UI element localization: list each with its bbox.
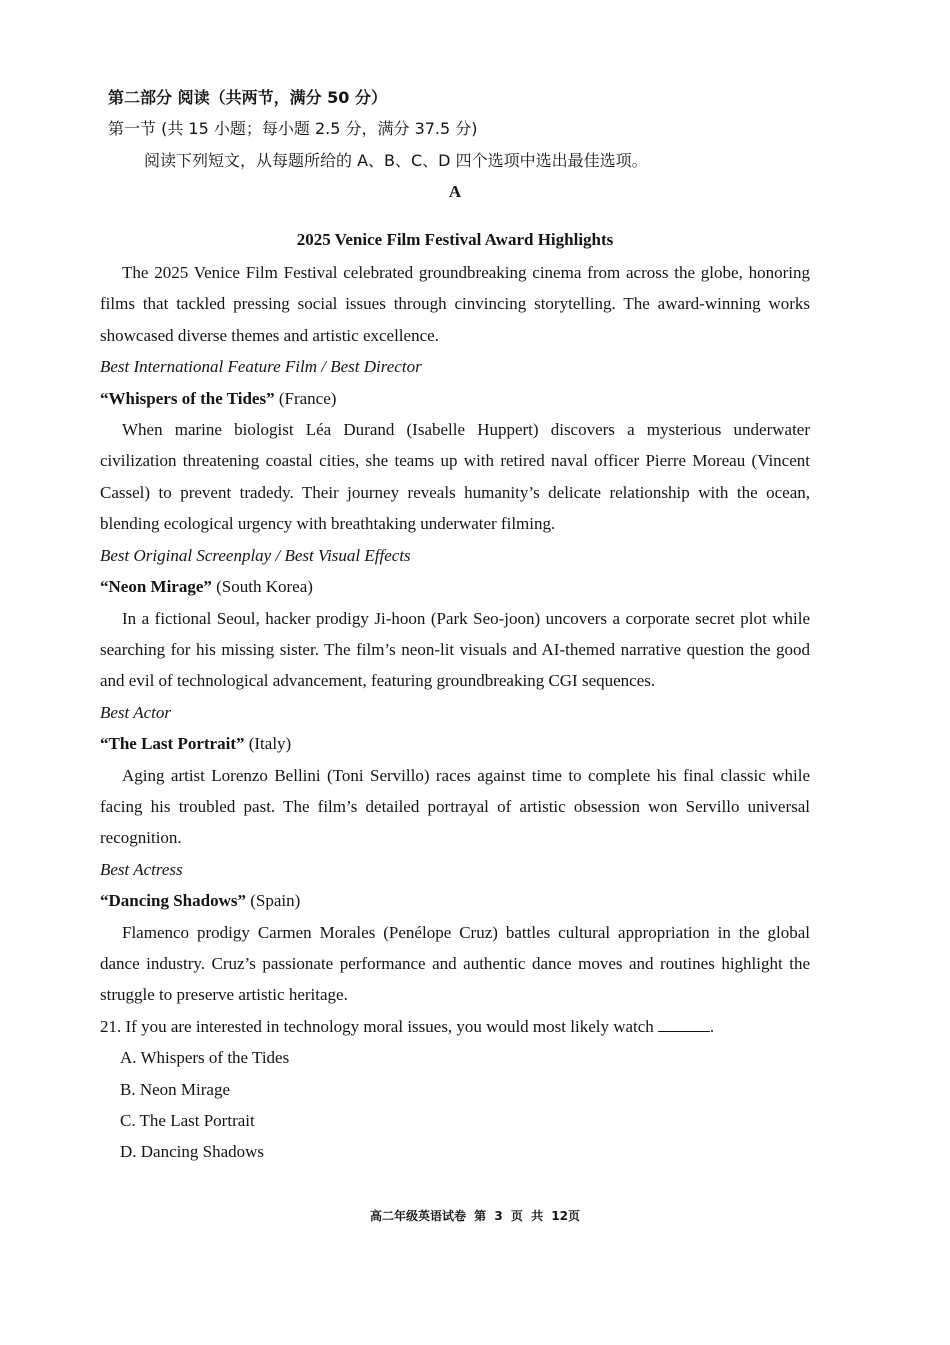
film-country: (Spain) (245, 891, 301, 911)
option-b[interactable]: B. Neon Mirage (120, 1079, 231, 1099)
article-intro: The 2025 Venice Film Festival celebrated groundbreaking cinema from across the globe, honoring films that tackled pressing social issues through cinvincing storytelling. The award-winning works showcased diverse themes and artistic excellence. (100, 263, 810, 345)
footer-total-label: 共 (531, 1209, 544, 1223)
film-heading (100, 885, 810, 916)
award-category: Best Actor (100, 702, 171, 722)
page-footer (0, 1207, 950, 1224)
footer-page-unit: 页 (510, 1209, 523, 1223)
film-heading (100, 383, 810, 414)
film-title: “Whispers of the Tides” (100, 388, 275, 408)
film-title: “Dancing Shadows” (100, 891, 246, 911)
film-title: “Neon Mirage” (100, 577, 212, 597)
footer-page-number: 3 (494, 1209, 503, 1223)
question-stem: 21. If you are interested in technology moral issues, you would most likely watch (100, 1016, 654, 1036)
film-description: Aging artist Lorenzo Bellini (Toni Servillo) races against time to complete his final classic while facing his troubled past. The film’s detailed portrayal of artistic obsession won Servillo universal recognition. (100, 765, 810, 848)
film-heading (100, 571, 810, 602)
answer-blank[interactable] (658, 1017, 710, 1032)
exam-page (100, 82, 810, 1168)
subsection-title: 第一节 (共 15 小题；每小题 2.5 分，满分 37.5 分) (108, 119, 478, 139)
award-category: Best International Feature Film / Best Director (100, 357, 422, 377)
article-title: 2025 Venice Film Festival Award Highlights (296, 229, 614, 249)
film-description: When marine biologist Léa Durand (Isabelle Huppert) discovers a mysterious underwater civilization threatening coastal cities, she teams up with retired naval officer Pierre Moreau (Vincent Cassel) to prevent tradedy. Their journey reveals humanity’s delicate relationship with the ocean, blending ecological urgency with breathtaking underwater filming. (100, 420, 810, 534)
award-category: Best Actress (100, 859, 183, 879)
award-category: Best Original Screenplay / Best Visual Effects (100, 545, 411, 565)
film-country: (South Korea) (211, 577, 313, 597)
option-c[interactable]: C. The Last Portrait (120, 1111, 255, 1130)
film-country: (France) (274, 388, 337, 408)
film-title: “The Last Portrait” (100, 734, 245, 754)
option-d[interactable]: D. Dancing Shadows (120, 1142, 265, 1162)
question-21 (100, 1011, 810, 1042)
passage-letter: A (448, 182, 462, 202)
footer-page-label: 第 (474, 1209, 487, 1223)
footer-total-pages: 12页 (551, 1209, 581, 1223)
footer-title: 高二年级英语试卷 (369, 1209, 466, 1223)
film-heading (100, 728, 810, 759)
section-title: 第二部分 阅读（共两节，满分 50 分） (108, 88, 387, 107)
question-end: . (709, 1016, 715, 1036)
film-description: In a fictional Seoul, hacker prodigy Ji-hoon (Park Seo-joon) uncovers a corporate secret plot while searching for his missing sister. The film’s neon-lit visuals and AI-themed narrative question the good and evil of technological advancement, featuring groundbreaking CGI sequences. (100, 608, 810, 691)
film-description: Flamenco prodigy Carmen Morales (Penélope Cruz) battles cultural appropriation in the global dance industry. Cruz’s passionate performance and authentic dance moves and routines highlight the struggle to preserve artistic heritage. (100, 922, 810, 1005)
instruction: 阅读下列短文，从每题所给的 A、B、C、D 四个选项中选出最佳选项。 (144, 150, 648, 170)
film-country: (Italy) (244, 734, 292, 754)
option-a[interactable]: A. Whispers of the Tides (120, 1048, 290, 1068)
